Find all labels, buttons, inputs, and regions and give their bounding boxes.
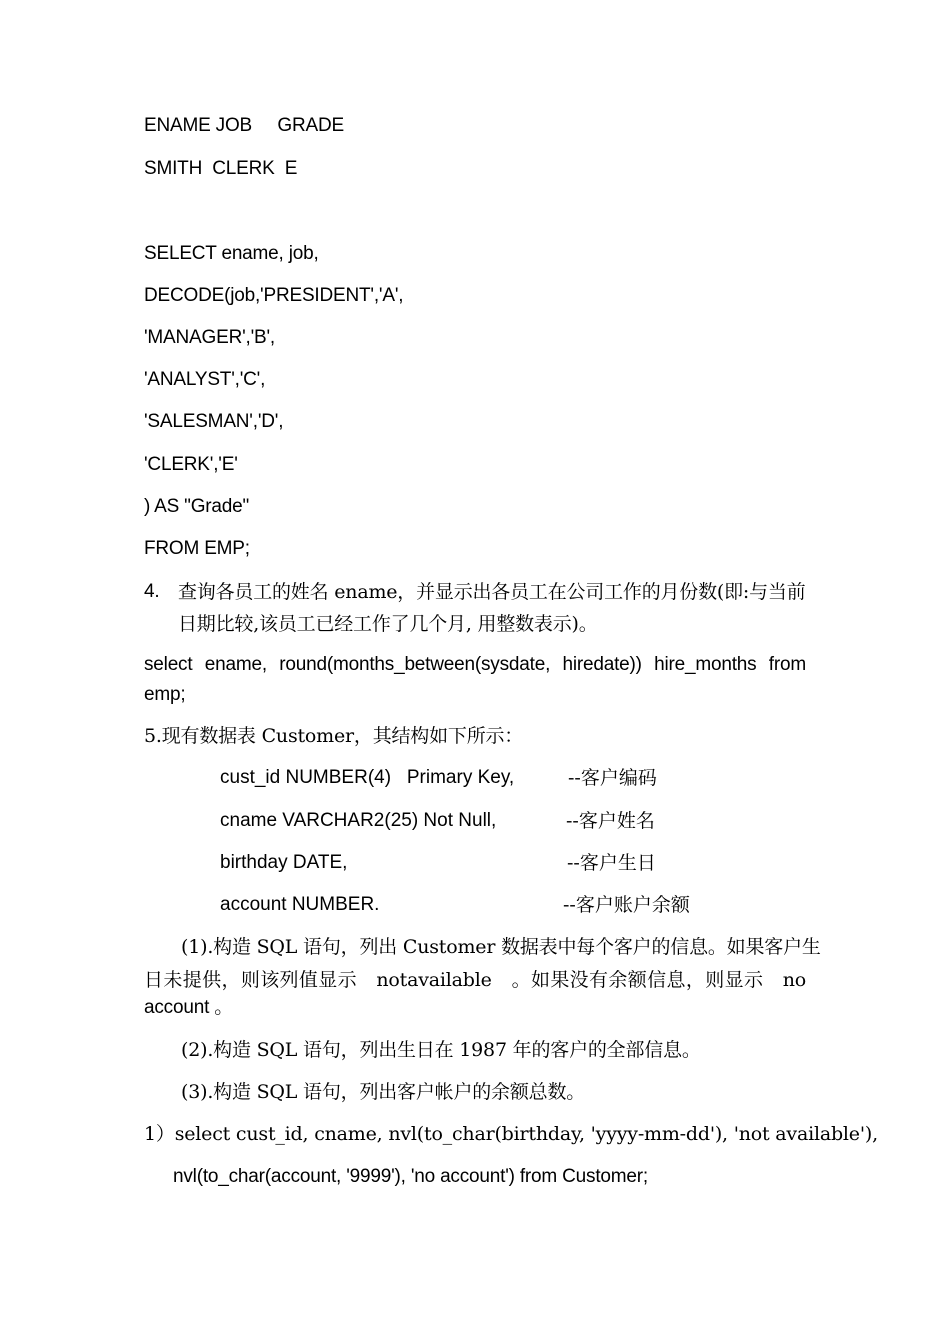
question-4-number: 4. (144, 581, 160, 602)
field-definition: birthday DATE, (220, 852, 348, 873)
sql-line: SELECT ename, job, (144, 243, 319, 264)
field-definition: cust_id NUMBER(4) Primary Key, (220, 767, 515, 788)
sub-question-2: (2).构造 SQL 语句，列出生日在 1987 年的客户的全部信息。 (181, 1039, 701, 1061)
question-4-text: 查询各员工的姓名 ename，并显示出各员工在公司工作的月份数(即:与当前 (178, 581, 806, 603)
sub-question-1-cont: 日未提供，则该列值显示 notavailable 。如果没有余额信息，则显示 no (144, 969, 806, 991)
result-row: SMITH CLERK E (144, 158, 298, 179)
sub-question-3: (3).构造 SQL 语句，列出客户帐户的余额总数。 (181, 1081, 586, 1103)
field-comment: --客户姓名 (566, 810, 655, 832)
field-comment: --客户编码 (568, 767, 657, 789)
sql-line: ) AS "Grade" (144, 496, 250, 517)
question-4-answer-cont: emp; (144, 684, 186, 705)
sql-line: FROM EMP; (144, 538, 250, 559)
sql-line: DECODE(job,'PRESIDENT','A', (144, 285, 404, 306)
question-4-text-cont: 日期比较,该员工已经工作了几个月, 用整数表示)。 (178, 613, 598, 635)
sql-line: 'SALESMAN','D', (144, 411, 284, 432)
field-definition: account NUMBER. (220, 894, 380, 915)
question-4-answer: select ename, round(months_between(sysdate, hiredate)) hire_months from (144, 654, 806, 675)
field-comment: --客户生日 (567, 852, 656, 874)
sql-line: 'CLERK','E' (144, 454, 238, 475)
question-5-intro: 5.现有数据表 Customer，其结构如下所示： (144, 725, 524, 747)
sub-question-1: (1).构造 SQL 语句，列出 Customer 数据表中每个客户的信息。如果客户生 (181, 936, 821, 958)
answer-1-cont: nvl(to_char(account, '9999'), 'no account') from Customer; (173, 1166, 648, 1187)
field-comment: --客户账户余额 (563, 894, 690, 916)
sub-question-1-end: account 。 (144, 997, 234, 1018)
sql-line: 'MANAGER','B', (144, 327, 276, 348)
answer-1: 1）select cust_id, cname, nvl(to_char(birthday, 'yyyy-mm-dd'), 'not available'), (144, 1123, 878, 1145)
field-definition: cname VARCHAR2(25) Not Null, (220, 810, 497, 831)
sql-line: 'ANALYST','C', (144, 369, 266, 390)
result-header: ENAME JOB GRADE (144, 115, 344, 136)
